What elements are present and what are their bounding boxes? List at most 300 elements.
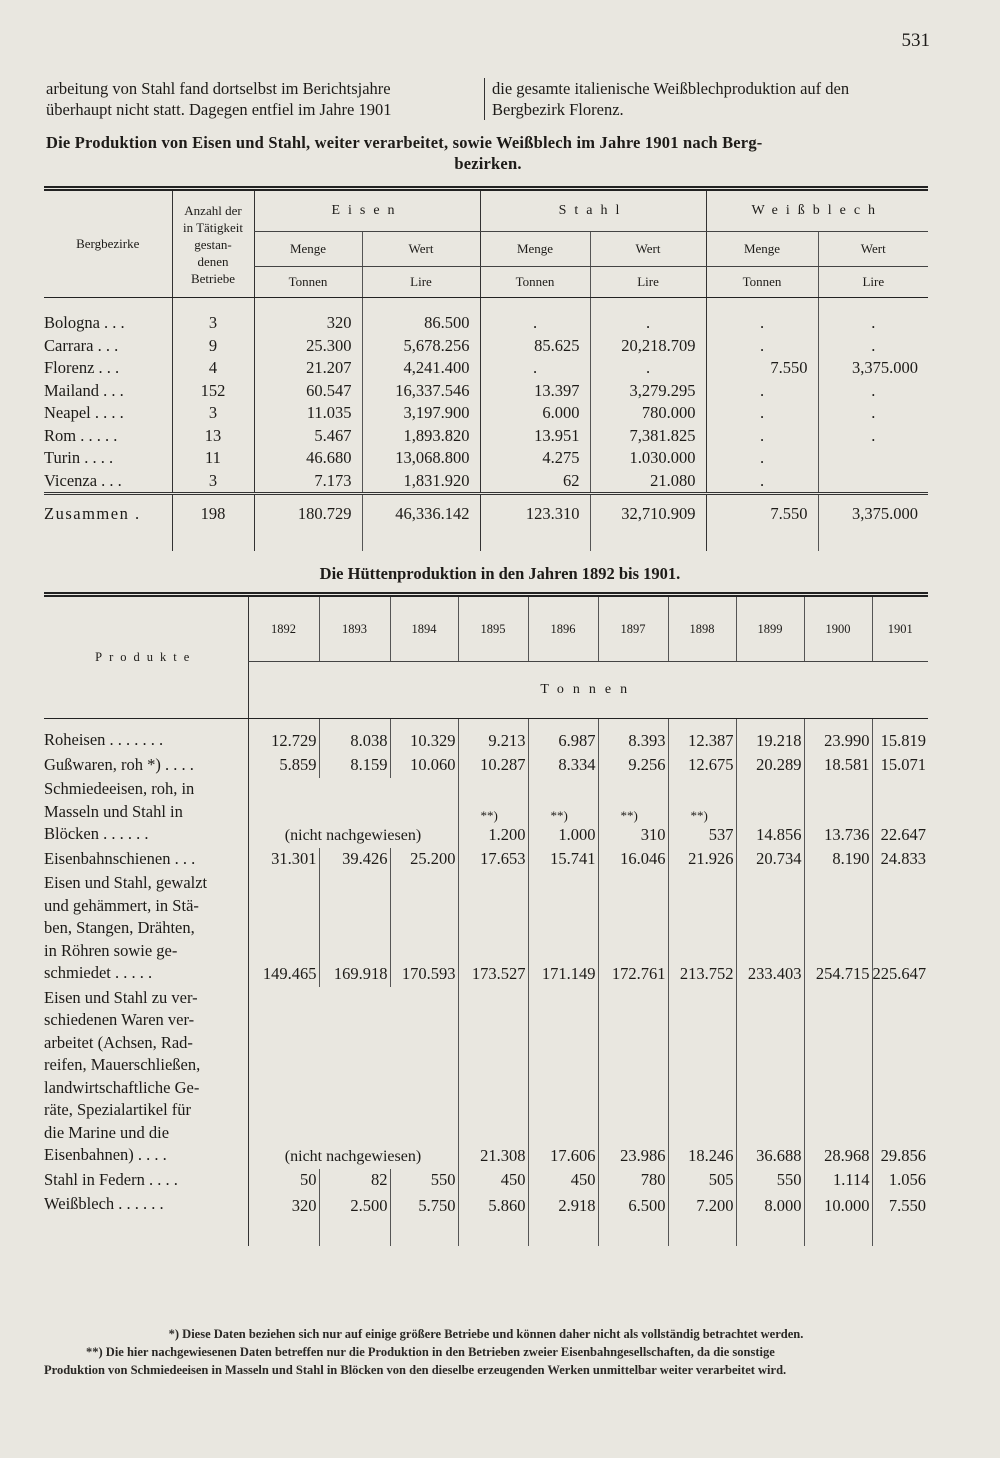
cell-wb-wert: . (818, 425, 928, 448)
value-text: 15.741 (550, 849, 596, 868)
cell-eisen-wert: 13,068.800 (362, 447, 480, 470)
header-unit-tonnen: Tonnen (248, 662, 928, 719)
value-cell (598, 778, 668, 848)
value-cell (736, 1193, 804, 1246)
product-label-line: in Röhren sowie ge- (44, 940, 178, 960)
value-text: 213.752 (679, 963, 734, 983)
value-cell (668, 1193, 736, 1246)
value-cell (736, 778, 804, 848)
table-row (44, 719, 928, 754)
value-text: 1.000 (558, 824, 596, 844)
value-cell (598, 1169, 668, 1194)
value-cell (668, 848, 736, 873)
value-cell (872, 848, 928, 873)
table-row (44, 987, 928, 1169)
total-betriebe: 198 (172, 494, 254, 552)
value-text: 17.606 (550, 1145, 596, 1165)
value-cell (528, 1193, 598, 1246)
value-text: 21.926 (688, 849, 734, 868)
table2-title: Die Hüttenproduktion in den Jahren 1892 bis 1901. (319, 564, 681, 583)
value-text: 537 (708, 824, 734, 844)
intro-left-line: überhaupt nicht statt. Dagegen entfiel im Jahre 1901 (46, 100, 392, 119)
header-year: 1892 (248, 595, 319, 662)
table-row (44, 402, 928, 425)
header-anzahl-betriebe (172, 189, 254, 298)
value-cell (872, 987, 928, 1169)
value-cell (736, 987, 804, 1169)
cell-stahl-menge: 62 (480, 470, 590, 494)
cell-eisen-wert: 1,893.820 (362, 425, 480, 448)
header-anzahl-line: in Tätigkeit (182, 219, 244, 235)
value-cell (458, 754, 528, 779)
value-cell (458, 719, 528, 754)
product-label-line: Eisenbahnschienen . . . (44, 848, 196, 868)
value-text: 171.149 (541, 963, 596, 983)
header-anzahl-line: Betriebe (190, 270, 236, 286)
product-label-line: Eisenbahnen) . . . . (44, 1145, 167, 1164)
total-eisen-wert: 46,336.142 (362, 494, 480, 552)
value-text: 23.990 (824, 730, 870, 750)
value-cell (872, 778, 928, 848)
not-recorded-note: (nicht nachgewiesen) (248, 987, 458, 1169)
cell-eisen-wert: 4,241.400 (362, 357, 480, 380)
betriebe-count: 4 (172, 357, 254, 380)
product-label-line: Eisen und Stahl zu ver- (44, 987, 198, 1007)
header-year: 1894 (390, 595, 458, 662)
district-name: Carrara . . . (44, 335, 119, 355)
header-year: 1901 (872, 595, 928, 662)
product-label (44, 1193, 248, 1246)
value-text: 10.329 (410, 730, 456, 750)
header-menge: Menge (480, 232, 590, 267)
value-cell (668, 754, 736, 779)
cell-stahl-wert: 1.030.000 (590, 447, 706, 470)
cell-eisen-menge: 46.680 (254, 447, 362, 470)
cell-eisen-menge: 7.173 (254, 470, 362, 494)
cell-wb-menge: . (706, 380, 818, 403)
district-name: Turin . . . . (44, 448, 114, 468)
value-cell (390, 719, 458, 754)
value-cell (319, 872, 390, 987)
header-menge: Menge (254, 232, 362, 267)
value-text: 9.256 (628, 755, 666, 774)
value-text: 8.038 (350, 730, 388, 750)
cell-stahl-menge: 13.951 (480, 425, 590, 448)
value-text: 9.213 (488, 730, 526, 750)
header-year: 1898 (668, 595, 736, 662)
total-wb-wert: 3,375.000 (818, 494, 928, 552)
product-label-line: und gehämmert, in Stä- (44, 895, 199, 915)
footnote-2: **) Die hier nachgewiesenen Daten betreffen nur die Produktion in den Betrieben zweier Eisenbahngesellschaften, da die sonstige (86, 1345, 775, 1359)
value-text: 15.071 (880, 755, 926, 774)
betriebe-count: 3 (172, 298, 254, 335)
value-text: 15.819 (880, 730, 926, 750)
value-cell (872, 1193, 928, 1246)
header-wert: Wert (818, 232, 928, 267)
cell-stahl-menge: . (480, 357, 590, 380)
table-row (44, 1169, 928, 1194)
product-label-line: Eisen und Stahl, gewalzt (44, 873, 208, 892)
cell-stahl-wert: 7,381.825 (590, 425, 706, 448)
value-cell (804, 1169, 872, 1194)
intro-left-column (46, 78, 485, 120)
district-name: Neapel . . . . (44, 403, 124, 423)
betriebe-count: 3 (172, 470, 254, 494)
value-cell (872, 754, 928, 779)
value-text: 5.859 (279, 755, 317, 774)
value-text: 1.056 (888, 1170, 926, 1189)
value-cell (804, 872, 872, 987)
value-cell (598, 872, 668, 987)
cell-wb-wert: . (818, 402, 928, 425)
cell-wb-menge: . (706, 335, 818, 358)
value-text: 10.287 (480, 755, 526, 774)
cell-eisen-menge: 21.207 (254, 357, 362, 380)
value-cell (668, 719, 736, 754)
total-row (44, 494, 928, 552)
header-bergbezirke: Bergbezirke (44, 189, 172, 298)
value-text: 172.761 (611, 963, 666, 983)
product-label (44, 872, 248, 987)
value-cell (872, 719, 928, 754)
value-cell (736, 848, 804, 873)
value-text: 8.000 (764, 1195, 802, 1215)
value-cell (872, 1169, 928, 1194)
value-cell (248, 872, 319, 987)
table2-body (44, 719, 928, 1246)
value-cell (598, 754, 668, 779)
value-text: 233.403 (747, 963, 802, 983)
intro-right-column (492, 78, 928, 120)
cell-wb-menge: 7.550 (706, 357, 818, 380)
value-cell (528, 778, 598, 848)
cell-wb-wert: 3,375.000 (818, 357, 928, 380)
table-row (44, 380, 928, 403)
cell-wb-wert: . (818, 380, 928, 403)
header-year: 1900 (804, 595, 872, 662)
cell-eisen-menge: 11.035 (254, 402, 362, 425)
value-cell (804, 1193, 872, 1246)
header-year: 1896 (528, 595, 598, 662)
intro-right-line: die gesamte italienische Weißblechproduktion auf den (492, 79, 850, 98)
value-text: 24.833 (880, 849, 926, 868)
value-text: 173.527 (471, 963, 526, 983)
cell-stahl-wert: 20,218.709 (590, 335, 706, 358)
cell-wb-menge: . (706, 470, 818, 494)
header-unit-lire: Lire (590, 267, 706, 298)
value-text: 10.000 (824, 1195, 870, 1215)
value-text: 14.856 (756, 824, 802, 844)
table-row (44, 447, 928, 470)
cell-stahl-menge: 6.000 (480, 402, 590, 425)
value-cell (248, 1169, 319, 1194)
value-cell (668, 778, 736, 848)
header-unit-lire: Lire (362, 267, 480, 298)
value-text: 1.200 (488, 824, 526, 844)
value-text: 12.387 (688, 730, 734, 750)
value-text: 29.856 (880, 1145, 926, 1165)
value-cell (598, 719, 668, 754)
header-produkte: Produkte (44, 595, 248, 719)
cell-wb-wert: . (818, 298, 928, 335)
footnote-mark: **) (550, 807, 568, 823)
product-label (44, 754, 248, 779)
value-text: 149.465 (262, 963, 317, 983)
value-cell (390, 1193, 458, 1246)
value-text: 450 (570, 1170, 596, 1189)
table1-title (46, 132, 930, 174)
value-cell (248, 754, 319, 779)
value-cell (736, 872, 804, 987)
value-cell (736, 1169, 804, 1194)
value-cell (736, 754, 804, 779)
product-label-line: Stahl in Federn . . . . (44, 1169, 178, 1189)
table-row (44, 357, 928, 380)
value-cell (528, 987, 598, 1169)
district-name: Vicenza . . . (44, 470, 122, 490)
table-row (44, 298, 928, 335)
value-text: 550 (776, 1170, 802, 1189)
value-text: 780 (640, 1170, 666, 1189)
header-wert: Wert (362, 232, 480, 267)
cell-eisen-menge: 5.467 (254, 425, 362, 448)
cell-wb-wert (818, 447, 928, 470)
value-text: 225.647 (872, 963, 927, 983)
intro-left-line: arbeitung von Stahl fand dortselbst im Berichtsjahre (46, 79, 391, 98)
header-unit-tonnen: Tonnen (706, 267, 818, 298)
value-cell (804, 987, 872, 1169)
product-label-line: Weißblech . . . . . . (44, 1194, 164, 1213)
cell-wb-menge: . (706, 447, 818, 470)
value-text: 31.301 (271, 849, 317, 868)
cell-eisen-wert: 1,831.920 (362, 470, 480, 494)
value-cell (804, 848, 872, 873)
value-text: 39.426 (342, 849, 388, 868)
district-name: Florenz . . . (44, 358, 120, 378)
value-text: 8.393 (628, 730, 666, 750)
table-row (44, 872, 928, 987)
value-cell (668, 1169, 736, 1194)
value-cell (528, 1169, 598, 1194)
value-cell (319, 848, 390, 873)
value-cell (319, 754, 390, 779)
cell-wb-menge: . (706, 425, 818, 448)
value-text: 8.190 (832, 849, 870, 868)
value-cell (528, 872, 598, 987)
header-weissblech: Weißblech (706, 189, 928, 232)
product-label-line: schmiedet . . . . . (44, 963, 153, 982)
value-cell (390, 1169, 458, 1194)
value-cell (248, 1193, 319, 1246)
value-text: 8.334 (558, 755, 596, 774)
product-label-line: Masseln und Stahl in (44, 801, 183, 821)
value-text: 2.918 (558, 1195, 596, 1215)
product-label (44, 987, 248, 1169)
value-cell (248, 848, 319, 873)
page-number: 531 (901, 30, 930, 51)
product-label (44, 778, 248, 848)
value-text: 310 (640, 824, 666, 844)
cell-stahl-menge: 4.275 (480, 447, 590, 470)
product-label-line: schiedenen Waren ver- (44, 1010, 195, 1029)
value-cell (804, 719, 872, 754)
value-text: 2.500 (350, 1195, 388, 1215)
value-text: 17.653 (480, 849, 526, 868)
table1-title-line: Die Produktion von Eisen und Stahl, weiter verarbeitet, sowie Weißblech im Jahre 1901 nach Berg- (46, 133, 763, 152)
table1-body (44, 298, 928, 552)
header-eisen: Eisen (254, 189, 480, 232)
table-row (44, 335, 928, 358)
value-cell (458, 848, 528, 873)
value-cell (872, 872, 928, 987)
value-text: 5.860 (488, 1195, 526, 1215)
value-text: 22.647 (880, 824, 926, 844)
value-text: 550 (430, 1170, 456, 1189)
table1-title-line: bezirken. (454, 154, 522, 173)
header-menge: Menge (706, 232, 818, 267)
value-text: 7.200 (696, 1195, 734, 1215)
value-text: 505 (708, 1170, 734, 1189)
header-year: 1893 (319, 595, 390, 662)
value-cell (458, 778, 528, 848)
value-cell (736, 719, 804, 754)
betriebe-count: 152 (172, 380, 254, 403)
value-cell (390, 848, 458, 873)
product-label-line: die Marine und die (44, 1122, 170, 1142)
production-by-district-table (44, 186, 928, 551)
intro-right-line: Bergbezirk Florenz. (492, 100, 624, 119)
product-label-line: räte, Spezialartikel für (44, 1100, 192, 1119)
value-text: 50 (300, 1170, 317, 1189)
value-cell (458, 1169, 528, 1194)
product-label-line: Schmiedeeisen, roh, in (44, 779, 195, 798)
table-row (44, 425, 928, 448)
product-label-line: Roheisen . . . . . . . (44, 730, 164, 749)
value-text: 18.246 (688, 1145, 734, 1165)
header-anzahl-line: Anzahl der (184, 202, 242, 218)
product-label-line: ben, Stangen, Drähten, (44, 918, 195, 937)
total-eisen-menge: 180.729 (254, 494, 362, 552)
value-text: 25.200 (410, 849, 456, 868)
cell-eisen-wert: 5,678.256 (362, 335, 480, 358)
cell-stahl-wert: 780.000 (590, 402, 706, 425)
cell-stahl-wert: 3,279.295 (590, 380, 706, 403)
value-text: 36.688 (756, 1145, 802, 1165)
table-row (44, 470, 928, 494)
value-text: 170.593 (401, 963, 456, 983)
total-wb-menge: 7.550 (706, 494, 818, 552)
table-row (44, 848, 928, 873)
value-text: 254.715 (815, 963, 870, 983)
value-cell (390, 872, 458, 987)
district-name: Rom . . . . . (44, 425, 118, 445)
cell-eisen-wert: 3,197.900 (362, 402, 480, 425)
product-label-line: Gußwaren, roh *) . . . . (44, 754, 194, 774)
cell-wb-menge: . (706, 402, 818, 425)
value-text: 12.729 (271, 730, 317, 750)
header-year: 1897 (598, 595, 668, 662)
value-text: 6.987 (558, 730, 596, 750)
value-cell (458, 1193, 528, 1246)
header-year: 1899 (736, 595, 804, 662)
production-by-year-table (44, 592, 928, 1246)
value-cell (804, 754, 872, 779)
value-cell (319, 719, 390, 754)
header-anzahl-line: denen (197, 253, 229, 269)
header-wert: Wert (590, 232, 706, 267)
cell-wb-menge: . (706, 298, 818, 335)
value-text: 28.968 (824, 1145, 870, 1165)
total-stahl-menge: 123.310 (480, 494, 590, 552)
value-text: 16.046 (620, 849, 666, 868)
header-stahl: Stahl (480, 189, 706, 232)
value-cell (598, 987, 668, 1169)
total-stahl-wert: 32,710.909 (590, 494, 706, 552)
header-unit-tonnen: Tonnen (480, 267, 590, 298)
value-text: 19.218 (756, 730, 802, 750)
value-cell (804, 778, 872, 848)
value-text: 5.750 (418, 1195, 456, 1215)
value-text: 1.114 (832, 1170, 870, 1189)
value-text: 7.550 (888, 1195, 926, 1215)
cell-eisen-wert: 16,337.546 (362, 380, 480, 403)
value-text: 169.918 (333, 963, 388, 983)
value-cell (598, 1193, 668, 1246)
value-cell (248, 719, 319, 754)
value-text: 20.734 (756, 849, 802, 868)
header-unit-lire: Lire (818, 267, 928, 298)
product-label (44, 848, 248, 873)
footnote-mark: **) (480, 807, 498, 823)
betriebe-count: 3 (172, 402, 254, 425)
value-cell (390, 754, 458, 779)
value-cell (598, 848, 668, 873)
cell-eisen-menge: 320 (254, 298, 362, 335)
value-text: 23.986 (620, 1145, 666, 1165)
table-row (44, 754, 928, 779)
cell-stahl-wert: 21.080 (590, 470, 706, 494)
not-recorded-note: (nicht nachgewiesen) (248, 778, 458, 848)
district-name: Bologna . . . (44, 313, 125, 333)
value-cell (528, 719, 598, 754)
table-row (44, 778, 928, 848)
header-unit-tonnen: Tonnen (254, 267, 362, 298)
district-name: Mailand . . . (44, 380, 124, 400)
cell-stahl-wert: . (590, 298, 706, 335)
product-label-line: reifen, Mauerschließen, (44, 1055, 201, 1074)
value-text: 13.736 (824, 824, 870, 844)
value-cell (668, 872, 736, 987)
value-text: 6.500 (628, 1195, 666, 1215)
total-label: Zusammen . (44, 494, 172, 552)
value-cell (319, 1193, 390, 1246)
value-text: 10.060 (410, 755, 456, 774)
cell-eisen-menge: 25.300 (254, 335, 362, 358)
cell-stahl-menge: 85.625 (480, 335, 590, 358)
value-text: 320 (291, 1195, 317, 1215)
footnote-2-continued: Produktion von Schmiedeeisen in Masseln und Stahl in Blöcken von den dieselbe erzeugenden Werken unmittelbar weiter verarbeitet wird. (44, 1363, 787, 1377)
cell-wb-wert (818, 470, 928, 494)
footnote-mark: **) (690, 807, 708, 823)
value-text: 18.581 (824, 755, 870, 774)
footnotes (44, 1325, 928, 1379)
header-anzahl-line: gestan- (194, 236, 232, 252)
value-cell (668, 987, 736, 1169)
header-year: 1895 (458, 595, 528, 662)
product-label-line: landwirtschaftliche Ge- (44, 1077, 200, 1097)
betriebe-count: 11 (172, 447, 254, 470)
value-text: 8.159 (350, 755, 388, 774)
